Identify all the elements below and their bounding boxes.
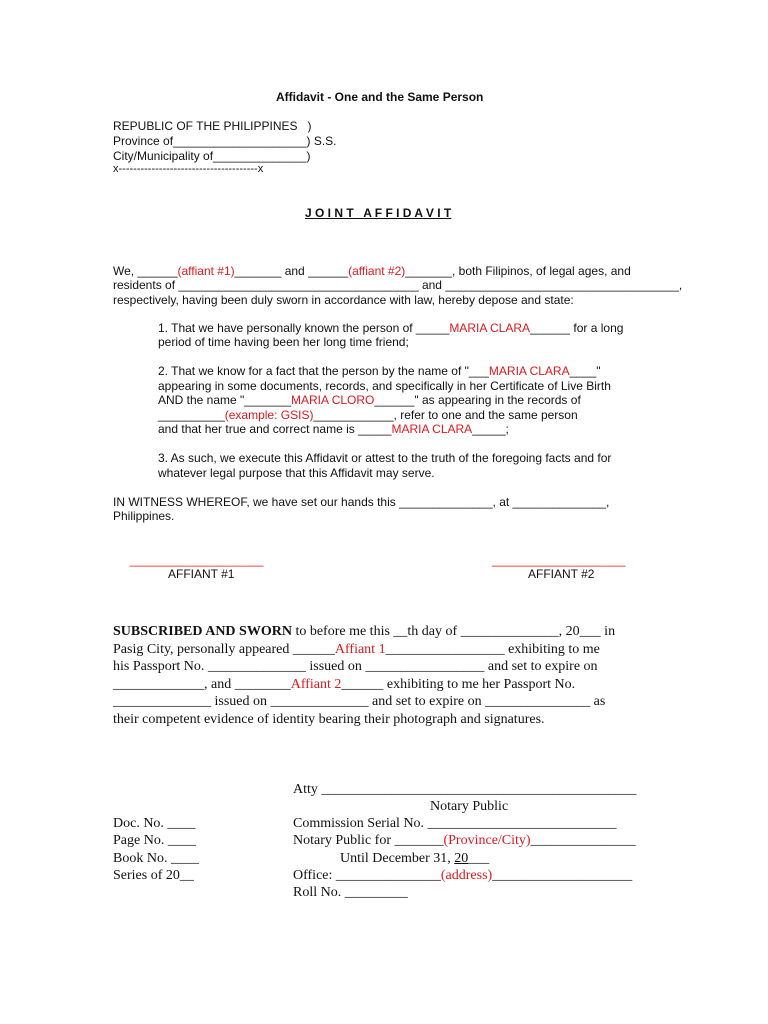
book-no: Book No. ____	[113, 851, 199, 866]
header-city: City/Municipality of______________)	[113, 149, 311, 163]
doc-no: Doc. No. ____	[113, 816, 196, 831]
header-separator: x--------------------------------------x	[113, 163, 264, 175]
jurat-line-2: Pasig City, personally appeared ______Affiant 1_________________ exhibiting to me	[113, 642, 600, 657]
affiant-1-signature-line: ____________________	[130, 553, 264, 567]
example-gsis: (example: GSIS)	[224, 408, 314, 422]
affiant-2-placeholder: (affiant #2)	[348, 264, 406, 278]
para2-line-3: AND the name "_______MARIA CLORO______" as appearing in the records of	[158, 393, 581, 407]
notary-public-label: Notary Public	[430, 799, 509, 814]
para2-line-2: appearing in some documents, records, and specifically in her Certificate of Live Birth	[158, 379, 611, 393]
joint-affidavit-heading: J O I N T A F F I D A V I T	[305, 206, 452, 220]
para2-line-1: 2. That we know for a fact that the person by the name of "___MARIA CLARA____"	[158, 364, 601, 378]
intro-line-3: respectively, having been duly sworn in accordance with law, hereby depose and state:	[113, 293, 574, 307]
address-placeholder: (address)	[440, 868, 493, 883]
maria-clara-name: MARIA CLARA	[391, 422, 473, 436]
jurat-line-5: ______________ issued on ______________ and set to expire on _______________ as	[113, 694, 606, 709]
affiant-2-name: Affiant 2	[290, 677, 342, 692]
jurat-line-4: _____________, and ________Affiant 2______ exhibiting to me her Passport No.	[113, 677, 576, 692]
commission-serial-line: Commission Serial No. ___________________________	[293, 816, 617, 831]
series-of: Series of 20__	[113, 868, 194, 883]
affiant-2-signature-line: ____________________	[492, 553, 626, 567]
jurat-line-1: SUBSCRIBED AND SWORN to before me this __th day of ______________, 20___ in	[113, 624, 616, 639]
para2-line-5: and that her true and correct name is _____MARIA CLARA_____;	[158, 422, 509, 436]
office-line: Office: _______________(address)____________________	[293, 868, 633, 883]
intro-line-1: We, ______(affiant #1)_______ and ______(affiant #2)_______, both Filipinos, of legal ages, and	[113, 264, 631, 278]
document-title: Affidavit - One and the Same Person	[276, 90, 484, 104]
roll-no-line: Roll No. _________	[293, 885, 408, 900]
header-republic: REPUBLIC OF THE PHILIPPINES )	[113, 119, 312, 133]
para2-line-4: __________(example: GSIS)____________, refer to one and the same person	[158, 408, 578, 422]
until-line: Until December 31, 20___	[340, 851, 490, 866]
jurat-line-6: their competent evidence of identity bearing their photograph and signatures.	[113, 712, 545, 727]
maria-cloro-name: MARIA CLORO	[291, 393, 375, 407]
affiant-1-label: AFFIANT #1	[168, 567, 235, 581]
affiant-2-label: AFFIANT #2	[528, 567, 595, 581]
page-no: Page No. ____	[113, 833, 196, 848]
para1-line-2: period of time having been her long time friend;	[158, 335, 409, 349]
witness-line-2: Philippines.	[113, 509, 175, 523]
notary-atty-line: Atty _____________________________________________	[293, 782, 637, 797]
affiant-1-placeholder: (affiant #1)	[177, 264, 235, 278]
jurat-line-3: his Passport No. ______________ issued on _________________ and set to expire on	[113, 659, 598, 674]
para3-line-1: 3. As such, we execute this Affidavit or attest to the truth of the foregoing facts and for	[158, 451, 612, 465]
maria-clara-name: MARIA CLARA	[488, 364, 570, 378]
intro-line-2: residents of ____________________________________ and ___________________________________,	[113, 278, 683, 292]
affiant-1-name: Affiant 1	[334, 642, 386, 657]
header-province: Province of____________________) S.S.	[113, 134, 337, 148]
maria-clara-name: MARIA CLARA	[449, 321, 531, 335]
para1-line-1: 1. That we have personally known the person of _____MARIA CLARA______ for a long	[158, 321, 624, 335]
para3-line-2: whatever legal purpose that this Affidavit may serve.	[158, 466, 435, 480]
province-city-placeholder: (Province/City)	[443, 833, 531, 848]
witness-line-1: IN WITNESS WHEREOF, we have set our hands this ______________, at ______________,	[113, 495, 610, 509]
notary-public-for-line: Notary Public for _______(Province/City)_______________	[293, 833, 636, 848]
